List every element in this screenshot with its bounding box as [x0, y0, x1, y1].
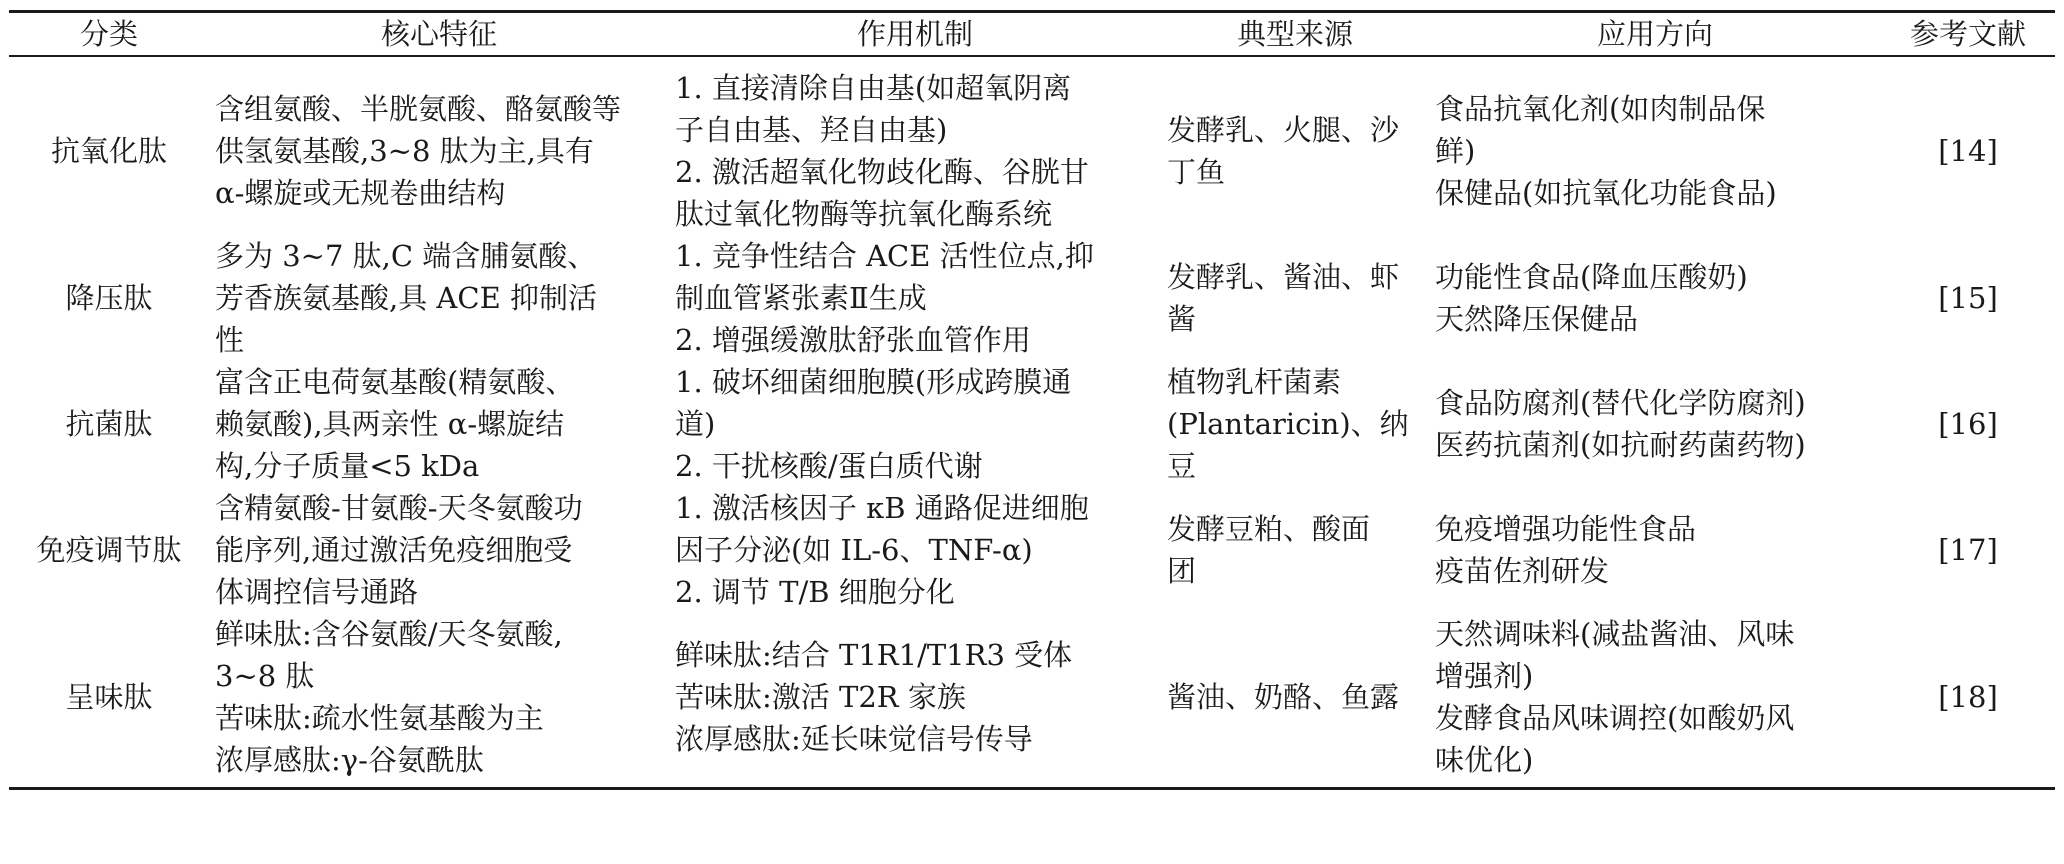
- features-cell: [209, 235, 669, 361]
- table-row: [9, 613, 2055, 789]
- table-row: [9, 487, 2055, 613]
- cell-line: 制血管紧张素Ⅱ生成: [675, 281, 927, 315]
- cell-line: 天然调味料(减盐酱油、风味: [1435, 617, 1795, 651]
- header-features: 核心特征: [380, 17, 497, 51]
- cell-line: 1. 竞争性结合 ACE 活性位点,抑: [675, 239, 1094, 273]
- cell-line: 天然降压保健品: [1435, 302, 1639, 336]
- cell-line: 免疫增强功能性食品: [1435, 512, 1697, 546]
- cell-line: 发酵食品风味调控(如酸奶风: [1435, 701, 1795, 735]
- cell-line: 功能性食品(降血压酸奶): [1435, 260, 1748, 294]
- cell-line: 团: [1167, 554, 1197, 588]
- cell-line: 发酵乳、火腿、沙: [1167, 113, 1400, 147]
- cell-line: 鲜味肽:结合 T1R1/T1R3 受体: [675, 638, 1073, 672]
- reference-cell: [18]: [1938, 680, 1998, 714]
- cell-line: 多为 3~7 肽,C 端含脯氨酸、: [215, 239, 597, 273]
- cell-line: 酱: [1167, 302, 1197, 336]
- applications-cell: [1429, 487, 1881, 613]
- cell-line: 因子分泌(如 IL-6、TNF-α): [675, 533, 1033, 567]
- header-mechanism: 作用机制: [856, 17, 973, 51]
- cell-line: 鲜味肽:含谷氨酸/天冬氨酸,: [215, 617, 563, 651]
- mechanism-cell: [669, 487, 1161, 613]
- mechanism-cell: [669, 613, 1161, 789]
- cell-line: 发酵豆粕、酸面: [1167, 512, 1371, 546]
- cell-line: 保健品(如抗氧化功能食品): [1435, 176, 1777, 210]
- cell-line: 疫苗佐剂研发: [1435, 554, 1610, 588]
- mechanism-cell: [669, 56, 1161, 235]
- reference-cell: [16]: [1938, 407, 1998, 441]
- category-cell: 呈味肽: [65, 680, 153, 714]
- cell-line: 苦味肽:激活 T2R 家族: [675, 680, 966, 714]
- cell-line: 食品防腐剂(替代化学防腐剂): [1435, 386, 1806, 420]
- cell-line: 子自由基、羟自由基): [675, 113, 948, 147]
- table-row: [9, 56, 2055, 235]
- cell-line: 1. 直接清除自由基(如超氧阴离: [675, 71, 1072, 105]
- cell-line: 2. 增强缓激肽舒张血管作用: [675, 323, 1031, 357]
- cell-line: 浓厚感肽:延长味觉信号传导: [675, 722, 1033, 756]
- applications-cell: [1429, 235, 1881, 361]
- cell-line: 味优化): [1435, 743, 1534, 777]
- cell-line: 食品抗氧化剂(如肉制品保: [1435, 92, 1766, 126]
- cell-line: 体调控信号通路: [215, 575, 419, 609]
- reference-cell: [14]: [1938, 134, 1998, 168]
- cell-line: 肽过氧化物酶等抗氧化酶系统: [675, 197, 1053, 231]
- category-cell: 抗氧化肽: [50, 134, 167, 168]
- cell-line: 豆: [1167, 449, 1197, 483]
- mechanism-cell: [669, 235, 1161, 361]
- mechanism-cell: [669, 361, 1161, 487]
- cell-line: 酱油、奶酪、鱼露: [1167, 680, 1400, 714]
- cell-line: 含精氨酸-甘氨酸-天冬氨酸功: [215, 491, 583, 525]
- sources-cell: [1161, 487, 1429, 613]
- applications-cell: [1429, 613, 1881, 789]
- sources-cell: [1161, 235, 1429, 361]
- cell-line: 能序列,通过激活免疫细胞受: [215, 533, 573, 567]
- cell-line: 道): [675, 407, 716, 441]
- cell-line: 发酵乳、酱油、虾: [1167, 260, 1400, 294]
- header-category: 分类: [79, 17, 138, 51]
- features-cell: [209, 56, 669, 235]
- cell-line: 供氢氨基酸,3~8 肽为主,具有: [215, 134, 594, 168]
- features-cell: [209, 487, 669, 613]
- cell-line: 2. 干扰核酸/蛋白质代谢: [675, 449, 983, 483]
- cell-line: (Plantaricin)、纳: [1167, 407, 1409, 441]
- features-cell: [209, 613, 669, 789]
- table-row: [9, 235, 2055, 361]
- category-cell: 抗菌肽: [65, 407, 153, 441]
- header-applications: 应用方向: [1596, 17, 1713, 51]
- cell-line: 构,分子质量<5 kDa: [215, 449, 480, 483]
- applications-cell: [1429, 56, 1881, 235]
- cell-line: 1. 破坏细菌细胞膜(形成跨膜通: [675, 365, 1072, 399]
- sources-cell: [1161, 56, 1429, 235]
- category-cell: 免疫调节肽: [36, 533, 182, 567]
- cell-line: 2. 调节 T/B 细胞分化: [675, 575, 955, 609]
- applications-cell: [1429, 361, 1881, 487]
- cell-line: 3~8 肽: [215, 659, 315, 693]
- header-sources: 典型来源: [1236, 17, 1353, 51]
- cell-line: 植物乳杆菌素: [1167, 365, 1342, 399]
- cell-line: 2. 激活超氧化物歧化酶、谷胱甘: [675, 155, 1089, 189]
- category-cell: 降压肽: [65, 281, 153, 315]
- features-cell: [209, 361, 669, 487]
- cell-line: 芳香族氨基酸,具 ACE 抑制活: [215, 281, 597, 315]
- cell-line: 苦味肽:疏水性氨基酸为主: [215, 701, 544, 735]
- cell-line: 性: [215, 323, 245, 357]
- cell-line: 赖氨酸),具两亲性 α-螺旋结: [215, 407, 565, 441]
- peptide-classification-table: [9, 10, 2055, 790]
- header-row: [9, 12, 2055, 57]
- cell-line: 1. 激活核因子 κB 通路促进细胞: [675, 491, 1089, 525]
- sources-cell: [1161, 613, 1429, 789]
- cell-line: 增强剂): [1435, 659, 1534, 693]
- cell-line: 浓厚感肽:γ-谷氨酰肽: [215, 743, 484, 777]
- cell-line: 丁鱼: [1167, 155, 1226, 189]
- cell-line: 含组氨酸、半胱氨酸、酪氨酸等: [215, 92, 622, 126]
- sources-cell: [1161, 361, 1429, 487]
- table-row: [9, 361, 2055, 487]
- reference-cell: [17]: [1938, 533, 1998, 567]
- cell-line: 富含正电荷氨基酸(精氨酸、: [215, 365, 575, 399]
- cell-line: α-螺旋或无规卷曲结构: [215, 176, 506, 210]
- header-references: 参考文献: [1909, 17, 2026, 51]
- cell-line: 鲜): [1435, 134, 1476, 168]
- reference-cell: [15]: [1938, 281, 1998, 315]
- cell-line: 医药抗菌剂(如抗耐药菌药物): [1435, 428, 1806, 462]
